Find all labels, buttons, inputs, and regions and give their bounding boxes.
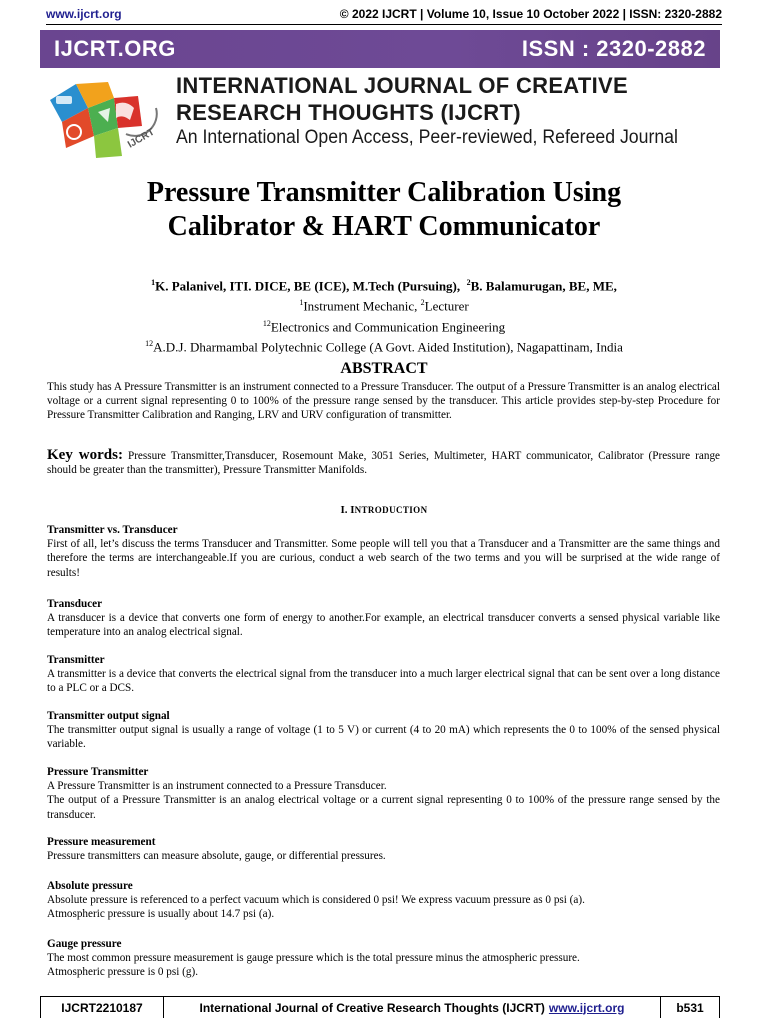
author-department: $^{12}$Electronics and Communication Engineering bbox=[262, 318, 506, 334]
journal-band bbox=[40, 30, 720, 68]
block-text: A Pressure Transmitter is an instrument connected to a Pressure Transducer. bbox=[47, 780, 387, 793]
page-footer bbox=[40, 996, 720, 1018]
site-link[interactable]: www.ijcrt.org bbox=[46, 7, 122, 21]
journal-title-line1: INTERNATIONAL JOURNAL OF CREATIVE bbox=[176, 73, 628, 98]
block-text: The most common pressure measurement is gauge pressure which is the total pressure minus the atmospheric pressure. bbox=[47, 952, 580, 965]
citation-line: © 2022 IJCRT | Volume 10, Issue 10 October 2022 | ISSN: 2320-2882 bbox=[339, 7, 722, 21]
author-roles: $^1$Instrument Mechanic, $^2$Lecturer bbox=[299, 298, 469, 314]
header-rule bbox=[46, 24, 722, 25]
section-heading: I. INTRODUCTION bbox=[340, 504, 428, 516]
block-transmitter bbox=[47, 653, 720, 696]
author-block bbox=[0, 274, 768, 355]
keywords-label: Key words bbox=[47, 447, 118, 463]
block-heading: Absolute pressure bbox=[47, 880, 133, 892]
band-issn-text: ISSN : 2320-2882 bbox=[521, 36, 706, 61]
keywords: Key words: Pressure Transmitter,Transducer, Rosemount Make, 3051 Series, Multimeter, HART communicator, Calibrator (Pressure range should be greater than the transmitter), Pressure Transmitter Manifolds. bbox=[47, 447, 721, 477]
author-institution: $^{12}$A.D.J. Dharmambal Polytechnic College (A Govt. Aided Institution), Nagapattinam, India bbox=[145, 338, 623, 355]
logo-text: IJCRT bbox=[126, 126, 157, 151]
block-text: The transmitter output signal is usually a range of voltage (1 to 5 V) or current (4 to 20 mA) which represents the 0 to 100% of the sensed physical variable. bbox=[47, 724, 720, 751]
block-pressure-transmitter bbox=[47, 765, 720, 822]
block-heading: Transducer bbox=[47, 598, 103, 610]
author-names: $^1$K. Palanivel, ITI. DICE, BE (ICE), M.Tech (Pursuing), $^2$B. Balamurugan, BE, ME, bbox=[151, 278, 617, 294]
abstract-text: This study has A Pressure Transmitter is an instrument connected to a Pressure Transducer. The output of a Pressure Transmitter is an analog electrical voltage or a current signal representing 0 to 100% of the pressure range sensed by the transducer. This article provides step-by-step Procedure for Pressure Transmitter Calibration and Ranging, LRV and URV configuration of transmitter. bbox=[47, 381, 720, 422]
journal-subtitle: An International Open Access, Peer-reviewed, Refereed Journal bbox=[176, 127, 678, 148]
footer-url-link[interactable]: www.ijcrt.org bbox=[548, 1000, 625, 1015]
paper-title-line1: Pressure Transmitter Calibration Using bbox=[146, 177, 622, 208]
block-transmitter-vs-transducer bbox=[47, 523, 720, 580]
paper-title-line2: Calibrator & HART Communicator bbox=[167, 211, 601, 242]
block-heading: Transmitter vs. Transducer bbox=[47, 524, 178, 536]
block-heading: Pressure measurement bbox=[47, 836, 156, 848]
keywords-text: Pressure Transmitter,Transducer, Rosemount Make, 3051 Series, Multimeter, HART communicator, Calibrator (Pressure range should be greater than the transmitter), Pressure Transmitter Manifolds. bbox=[47, 450, 721, 477]
block-heading: Transmitter output signal bbox=[47, 710, 170, 722]
abstract-heading: ABSTRACT bbox=[340, 360, 428, 377]
journal-title bbox=[176, 72, 736, 126]
block-text: First of all, let’s discuss the terms Transducer and Transmitter. Some people will tell you that a Transducer and a Transmitter are the same things and therefore the terms are interchangeable.If you are curious, conduct a web search of the two terms and you will be surprised at the wide range of results! bbox=[47, 538, 720, 579]
running-header bbox=[46, 6, 722, 22]
block-text-2: Atmospheric pressure is usually about 14.7 psi (a). bbox=[47, 908, 275, 921]
author-1: K. Palanivel, ITI. DICE, BE (ICE), M.Tech (Pursuing), bbox=[155, 278, 461, 294]
block-pressure-measurement bbox=[47, 835, 720, 863]
block-transducer bbox=[47, 597, 720, 640]
ijcrt-logo bbox=[46, 78, 168, 162]
footer-journal: International Journal of Creative Research Thoughts (IJCRT) www.ijcrt.org bbox=[164, 997, 661, 1018]
block-gauge-pressure bbox=[47, 937, 720, 980]
block-text: Pressure transmitters can measure absolute, gauge, or differential pressures. bbox=[47, 850, 386, 863]
footer-paper-id: IJCRT2210187 bbox=[41, 997, 164, 1018]
block-heading: Transmitter bbox=[47, 654, 105, 666]
block-text: A transmitter is a device that converts the electrical signal from the transducer into a much larger electrical signal that can be sent over a long distance to a PLC or a DCS. bbox=[47, 668, 720, 695]
block-text: Absolute pressure is referenced to a perfect vacuum which is considered 0 psi! We express vacuum pressure as 0 psi (a). bbox=[47, 894, 585, 907]
footer-page-number: b531 bbox=[676, 1000, 704, 1015]
block-text-2: Atmospheric pressure is 0 psi (g). bbox=[47, 966, 199, 979]
paper-title bbox=[0, 176, 768, 244]
block-transmitter-output-signal bbox=[47, 709, 720, 752]
block-heading: Pressure Transmitter bbox=[47, 766, 149, 778]
band-left-text: IJCRT.ORG bbox=[54, 36, 176, 61]
block-absolute-pressure bbox=[47, 879, 720, 922]
journal-title-line2: RESEARCH THOUGHTS (IJCRT) bbox=[176, 100, 521, 125]
block-heading: Gauge pressure bbox=[47, 938, 122, 950]
author-2: B. Balamurugan, BE, ME, bbox=[470, 278, 617, 294]
block-text-2: The output of a Pressure Transmitter is an analog electrical voltage or a current signal representing 0 to 100% of the pressure range sensed by the transducer. bbox=[47, 794, 720, 821]
block-text: A transducer is a device that converts one form of energy to another.For example, an electrical transducer converts a sensed physical variable like temperature into an analog electrical signal. bbox=[47, 612, 720, 639]
